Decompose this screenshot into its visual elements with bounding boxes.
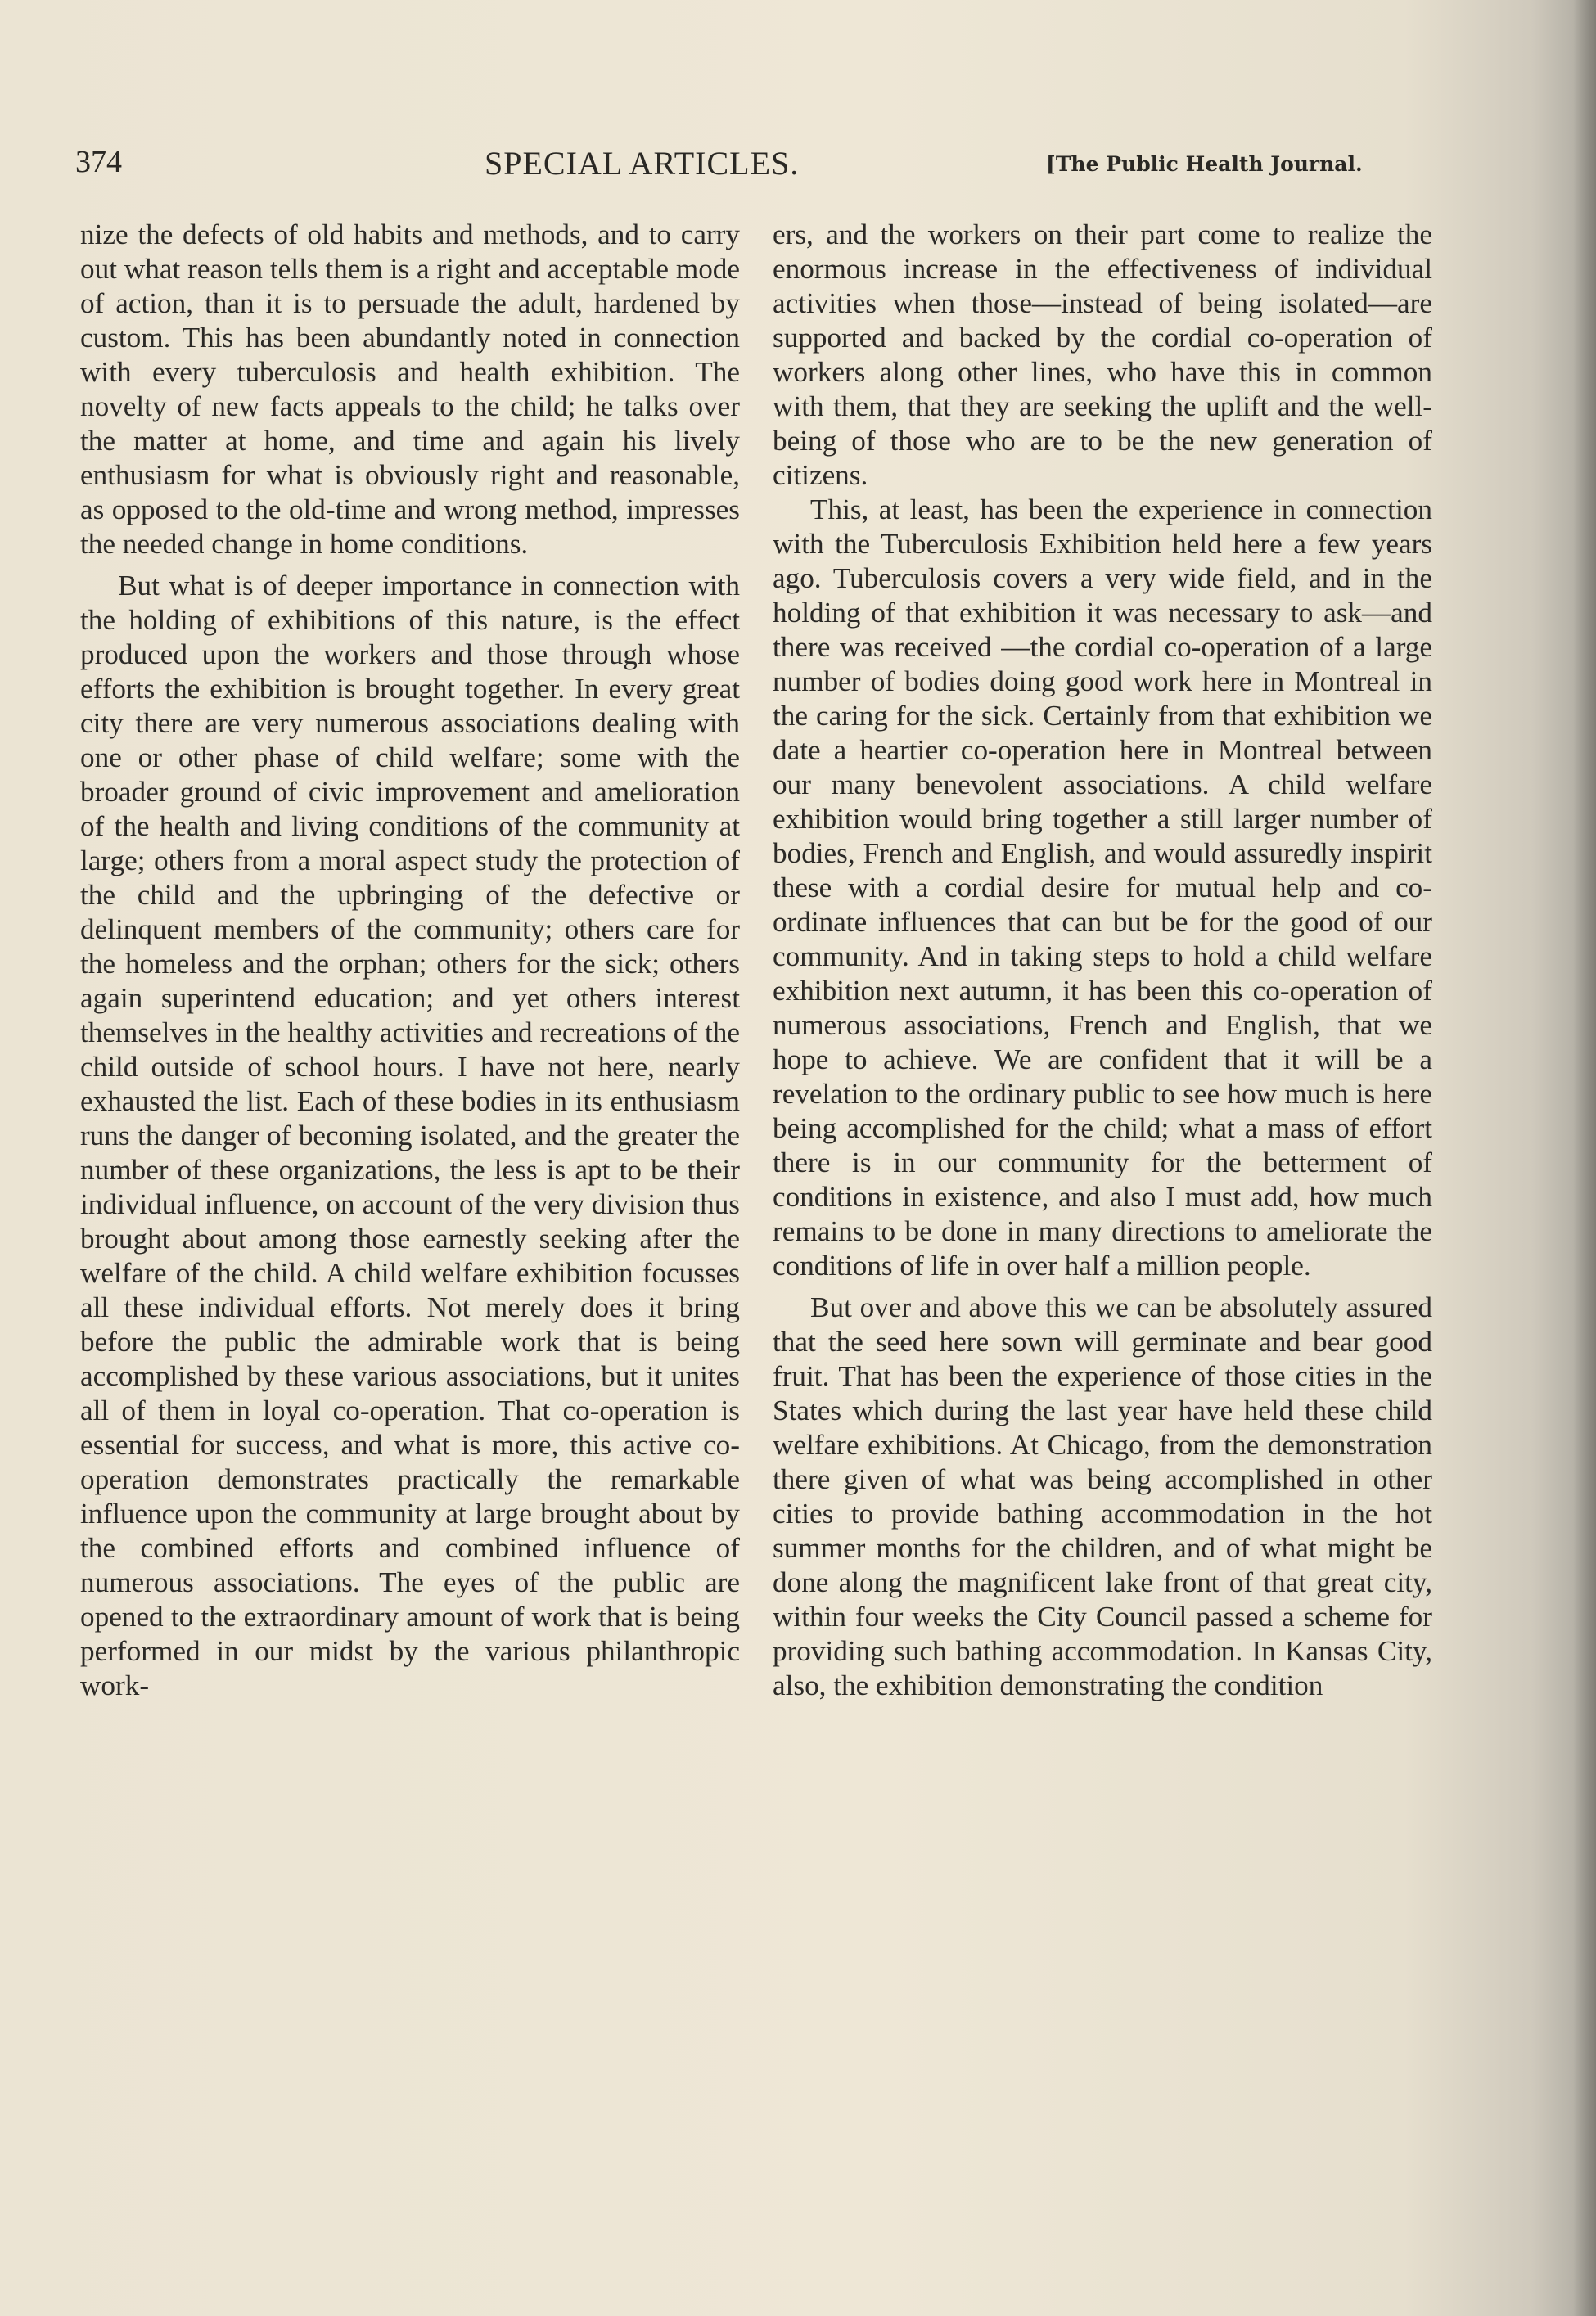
page-edge-shadow [1573, 0, 1596, 2316]
page-number: 374 [75, 145, 122, 179]
left-column [80, 218, 740, 1703]
running-header [75, 144, 1426, 190]
journal-name: [The Public Health Journal. [1046, 152, 1363, 176]
right-paragraph-3: But over and above this we can be absolutely assured that the seed here sown will germinate and bear good fruit. That has been the experience of those cities in the States which during the last year have held these child welfare exhibitions. At Chicago, from the demonstration there given of what was being accomplished in other cities to provide bathing accommodation in the hot summer months for the children, and of what might be done along the magnificent lake front of that great city, within four weeks the City Council passed a scheme for providing such bathing accommodation. In Kansas City, also, the exhibition demonstrating the condition [773, 1291, 1432, 1701]
right-paragraph-1: ers, and the workers on their part come to realize the enormous increase in the effectiveness of individual activities when those—instead of being isolated—are supported and backed by the cordial co-operation of workers along other lines, who have this in common with them, that they are seeking the uplift and the well-being of those who are to be the new generation of citizens. [773, 219, 1432, 491]
right-paragraph-2: This, at least, has been the experience in connection with the Tuberculosis Exhibition held here a few years ago. Tuberculosis covers a very wide field, and in the holding of that exhibition it was necessary to ask—and there was received —the cordial co-operation of a large number of bodies doing good work here in Montreal in the caring for the sick. Certainly from that exhibition we date a heartier co-operation here in Montreal between our many benevolent associations. A child welfare exhibition would bring together a still larger number of bodies, French and English, and would assuredly inspirit these with a cordial desire for mutual help and co-ordinate influences that can but be for the good of our community. And in taking steps to hold a child welfare exhibition next autumn, it has been this co-operation of numerous associations, French and English, that we hope to achieve. We are confident that it will be a revelation to the ordinary public to see how much is here being accomplished for the child; what a mass of effort there is in our community for the betterment of conditions in existence, and also I must add, how much remains to be done in many directions to ameliorate the conditions of life in over half a million people. [773, 493, 1432, 1282]
left-paragraph-2: But what is of deeper importance in connection with the holding of exhibitions of this nature, is the effect produced upon the workers and those through whose efforts the exhibition is brought together. In every great city there are very numerous associations dealing with one or other phase of child welfare; some with the broader ground of civic improvement and amelioration of the health and living conditions of the community at large; others from a moral aspect study the protection of the child and the upbringing of the defective or delinquent members of the community; others care for the homeless and the orphan; others for the sick; others again superintend education; and yet others interest themselves in the healthy activities and recreations of the child outside of school hours. I have not here, nearly exhausted the list. Each of these bodies in its enthusiasm runs the danger of becoming isolated, and the greater the number of these organizations, the less is apt to be their individual influence, on account of the very division thus brought about among those earnestly seeking after the welfare of the child. A child welfare exhibition focusses all these individual efforts. Not merely does it bring before the public the admirable work that is being accomplished by these various associations, but it unites all of them in loyal co-operation. That co-operation is essential for success, and what is more, this active co-operation demonstrates practically the remarkable influence upon the community at large brought about by the combined efforts and combined influence of numerous associations. The eyes of the public are opened to the extraordinary amount of work that is being performed in our midst by the various philanthropic work- [80, 570, 740, 1701]
section-title: SPECIAL ARTICLES. [485, 145, 800, 182]
right-column [773, 218, 1432, 1703]
left-paragraph-1: nize the defects of old habits and methods, and to carry out what reason tells them is a right and acceptable mode of action, than it is to persuade the adult, hardened by custom. This has been abundantly noted in connection with every tuberculosis and health exhibition. The novelty of new facts appeals to the child; he talks over the matter at home, and time and again his lively enthusiasm for what is obviously right and reasonable, as opposed to the old-time and wrong method, impresses the needed change in home conditions. [80, 219, 740, 560]
